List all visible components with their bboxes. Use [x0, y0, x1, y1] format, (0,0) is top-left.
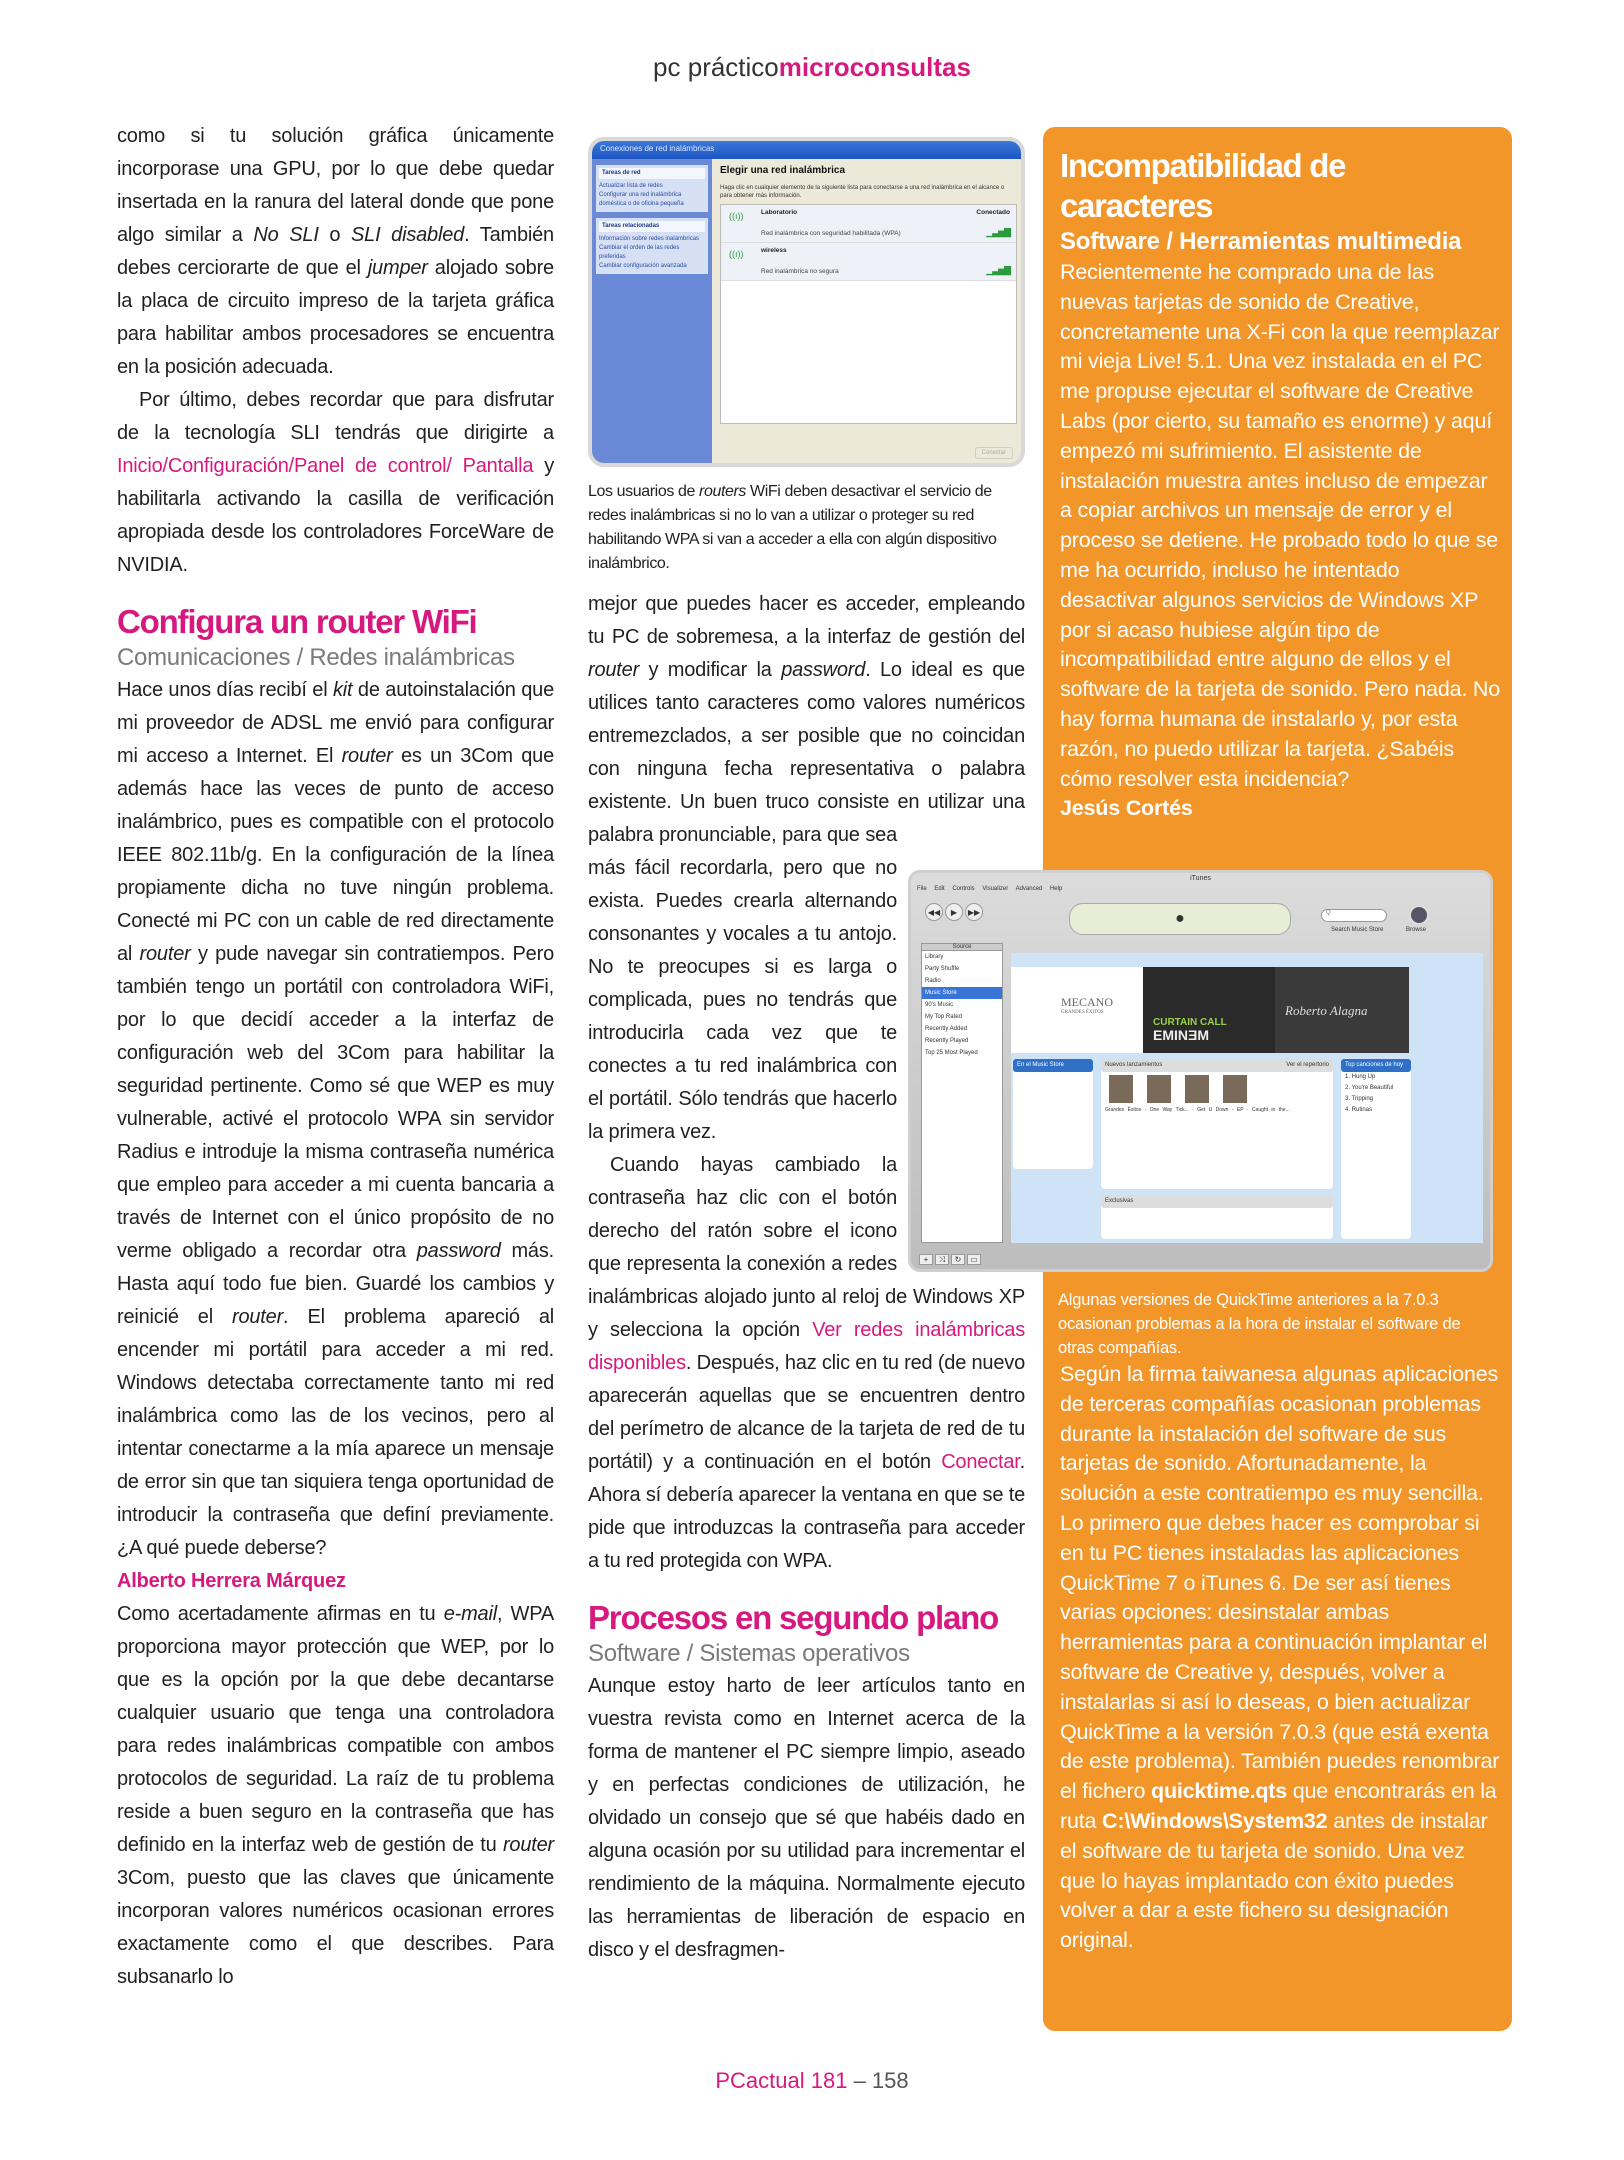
- album-cover[interactable]: [1223, 1075, 1247, 1103]
- related-header: Tareas relacionadas: [599, 221, 705, 232]
- search-label: Search Music Store: [1331, 927, 1384, 933]
- playback-controls: [925, 903, 985, 921]
- album-title: Grandes Éxitos: [1105, 1107, 1142, 1113]
- header-prefix: pc práctico: [653, 52, 779, 82]
- text-run: Según la firma taiwanesa algunas aplicaciones de terceras compañías ocasionan problemas durante la instalación del software de sus tarjetas de sonido. Afortunadamente, la solución a este contratiempo es muy sencilla. Lo primero que debes hacer es comprobar si en tu PC tienes instaladas las aplicaciones QuickTime 7 o iTunes 6. De ser así tienes varias opciones: desinstalar ambas herramientas para a continuación implantar el software de Creative y, después, volver a instalarlas si así lo deseas, o bien actualizar QuickTime a la versión 7.0.3 (que está exenta de este problema). También puedes renombrar el fichero: [1060, 1362, 1500, 1804]
- task-link[interactable]: Actualizar lista de redes: [599, 183, 663, 189]
- text-run: , WPA proporciona mayor protección que WEP, por lo que es la opción por la que debe decantarse cualquier usuario que tenga una controladora para redes inalámbricas compatible con ambos protocolos de seguridad. La raíz de tu problema reside a buen seguro en la contraseña que has definido en la interfaz web de gestión de tu: [117, 1603, 555, 1856]
- album-cover[interactable]: [1185, 1075, 1209, 1103]
- text-run: es un 3Com que además hace las veces de punto de acceso inalámbrico, pues es compatible con el protocolo IEEE 802.11b/g. En la configuración de la línea propiamente dicha no tuve ningún problema. Conecté mi PC con un cable de red directamente al: [117, 745, 554, 965]
- paragraph: [588, 1670, 1025, 1967]
- text-run: . Después, haz clic en tu red (de nuevo aparecerán aquellas que se encuentren dentro del perímetro de alcance de la tarjeta de red de tu portátil) y a continuación en el botón: [588, 1352, 1025, 1473]
- album-title: Get U Down - EP: [1197, 1107, 1244, 1113]
- signal-icon: ▁▃▅▇: [986, 227, 1010, 237]
- text-run: Cuando hayas cambiado la contraseña haz clic con el botón derecho del ratón sobre el icono que representa la conexión a redes inalámbricas alojado junto al reloj de Windows XP y selecciona la opción: [588, 1154, 1025, 1341]
- left-column: [117, 120, 554, 1994]
- text-run: e-mail: [443, 1603, 497, 1625]
- network-item[interactable]: [721, 205, 1016, 243]
- task-link[interactable]: Cambiar el orden de las redes preferidas: [599, 245, 680, 260]
- paragraph: [1060, 1360, 1500, 1956]
- see-all-link[interactable]: Ver el repertorio: [1286, 1062, 1329, 1068]
- source-item[interactable]: Library: [925, 954, 944, 960]
- text-run: Aunque estoy harto de leer artículos tanto en vuestra revista como en Internet acerca de la forma de mantener el PC siempre limpio, aseado y en perfectas condiciones de utilización, he olvidado un consejo que sé que habéis dado en alguna ocasión por su utilidad para incrementar el rendimiento de la máquina. Normalmente ejecuto las herramientas de liberación de espacio en disco y el desfragmen-: [588, 1675, 1025, 1961]
- text-run: y pude navegar sin contratiempos. Pero también tengo un portátil con controladora WiFi, por lo que decidí acceder a la interfaz de configuración web del 3Com para habilitar la seguridad pertinente. Como sé que WEP es muy vulnerable, activé el protocolo WPA sin servidor Radius e introduje la misma contraseña numérica que empleo para acceder a mi cuenta bancaria a través de Internet con el único propósito de no verme obligado a recordar otra: [117, 943, 554, 1262]
- author: Alberto Herrera Márquez: [117, 1570, 346, 1592]
- header-section: microconsultas: [778, 52, 971, 82]
- apple-logo-icon: ●: [1069, 903, 1291, 935]
- text-run: C:\Windows\System32: [1102, 1808, 1328, 1833]
- text-run: . Lo ideal es que utilices tanto caracteres como valores numéricos entremezclados, a ser posible que no coincidan con ninguna fecha representativa o palabra existente. Un buen truco consiste en utilizar una palabra pronunciable, para que sea más fácil recordarla, pero que no exista. Puedes crearla alternando consonantes y vocales a tu antojo. No te preocupes si es larga o complicada, pues no tendrás que introducirla cada vez que te conectes a tu red inalámbrica con el portátil. Sólo tendrás que hacerlo la primera vez.: [588, 659, 1025, 1143]
- previous-icon[interactable]: ◀◀: [925, 903, 943, 921]
- dialog-heading: Elegir una red inalámbrica: [720, 165, 846, 176]
- text-run: más. Hasta aquí todo fue bien. Guardé los cambios y reinicié el: [117, 1240, 554, 1328]
- search-input[interactable]: Q: [1321, 909, 1387, 922]
- text-run: 3Com, puesto que las claves que únicamente incorporan valores numéricos ocasionan errores exactamente como el que describes. Para subsanarlo lo: [117, 1867, 554, 1988]
- box-title: Incompatibilidad de caracteres: [1060, 147, 1346, 224]
- section-title: Procesos en segundo plano: [588, 1599, 999, 1636]
- author: Jesús Cortés: [1060, 796, 1193, 821]
- banner-mecano[interactable]: [1011, 967, 1143, 1053]
- text-run: Hace unos días recibí el: [117, 679, 333, 701]
- caption-text: [588, 480, 1025, 576]
- highlighted-text: Conectar: [941, 1451, 1020, 1473]
- figure-caption: [588, 480, 1025, 576]
- text-run: jumper: [367, 257, 428, 279]
- store-menu: [1013, 1059, 1093, 1169]
- task-link[interactable]: Información sobre redes inalámbricas: [599, 236, 700, 242]
- connect-button[interactable]: Conectar: [975, 447, 1013, 459]
- source-item[interactable]: 90's Music: [925, 1002, 954, 1008]
- text-run: . También debes cerciorarte de que el: [117, 224, 554, 279]
- song-item[interactable]: 3. Tripping: [1345, 1096, 1374, 1102]
- highlighted-text: Ver redes inalámbricas disponibles: [588, 1319, 1025, 1374]
- text-run: y habilitarla activando la casilla de verificación apropiada desde los controladores ForceWare de NVIDIA.: [117, 455, 554, 576]
- signal-icon: ▁▃▅▇: [986, 265, 1010, 275]
- window-title: Conexiones de red inalámbricas: [592, 141, 1021, 159]
- new-releases: Nuevos lanzamientos Ver el repertorio Grandes Éxitos · One Way Tick... · Get U Down - EP · Caught in the...: [1101, 1059, 1333, 1189]
- section-subtitle: Software / Sistemas operativos: [588, 1640, 910, 1667]
- exclusives: [1101, 1195, 1333, 1239]
- text-run: que encontrarás en la ruta: [1060, 1779, 1497, 1833]
- banner-subtext: CURTAIN CALL: [1153, 1017, 1227, 1028]
- text-run: mejor que puedes hacer es acceder, empleando tu PC de sobremesa, a la interfaz de gestión del: [588, 593, 1025, 648]
- panel-header: Nuevos lanzamientos: [1105, 1062, 1163, 1068]
- text-run: No SLI: [253, 224, 319, 246]
- album-title: Caught in the...: [1251, 1107, 1290, 1113]
- source-item[interactable]: Recently Played: [925, 1038, 969, 1044]
- text-run: como si tu solución gráfica únicamente incorporase una GPU, por lo que debe quedar insertada en la ranura del lateral donde que pone algo similar a: [117, 125, 554, 246]
- text-run: SLI disabled: [351, 224, 465, 246]
- text-run: Como acertadamente afirmas en tu: [117, 1603, 444, 1625]
- source-header: Source: [922, 944, 1002, 951]
- magazine-issue: PCactual 181: [715, 2068, 848, 2093]
- itunes-caption: Algunas versiones de QuickTime anteriores a la 7.0.3 ocasionan problemas a la hora de instalar el software de otras compañías.: [1058, 1291, 1461, 1357]
- network-list: [720, 204, 1017, 424]
- middle-column: [588, 588, 1025, 1967]
- paragraph: [117, 384, 554, 582]
- text-run: Los usuarios de: [588, 483, 700, 500]
- text-run: router: [341, 745, 393, 767]
- text-run: password: [781, 659, 866, 681]
- text-run: password: [416, 1240, 501, 1262]
- wifi-networks-screenshot: [588, 137, 1025, 467]
- banner-eminem[interactable]: [1143, 967, 1275, 1053]
- source-item[interactable]: My Top Rated: [925, 1014, 962, 1020]
- section-subtitle: Comunicaciones / Redes inalámbricas: [117, 644, 515, 671]
- bottom-toolbar: [919, 1254, 983, 1265]
- browse-icon[interactable]: [1409, 905, 1429, 925]
- banner-text: EMINƎM: [1153, 1027, 1209, 1043]
- network-item[interactable]: [721, 243, 1016, 281]
- text-run: y modificar la: [639, 659, 782, 681]
- paragraph: [117, 120, 554, 384]
- network-security: Red inalámbrica con seguridad habilitada (WPA): [761, 230, 901, 237]
- album-cover[interactable]: [1147, 1075, 1171, 1103]
- banner-alagna[interactable]: Roberto Alagna: [1275, 967, 1409, 1053]
- text-run: o: [318, 224, 352, 246]
- paragraph: [117, 1598, 554, 1994]
- tasks-header: Tareas de red: [599, 168, 705, 179]
- paragraph: [117, 674, 554, 1565]
- text-run: kit: [332, 679, 353, 701]
- box-question: [1060, 146, 1500, 824]
- task-pane: [592, 159, 712, 463]
- source-item[interactable]: Music Store: [922, 987, 1002, 999]
- panel-header: Exclusivas: [1101, 1195, 1333, 1208]
- page-number: – 158: [847, 2068, 909, 2093]
- song-item[interactable]: 2. You're Beautiful: [1345, 1085, 1394, 1091]
- network-name: wireless: [761, 247, 787, 254]
- itunes-screenshot: [908, 870, 1493, 1272]
- box-answer: [1060, 1360, 1500, 1956]
- browse-label: Browse: [1406, 927, 1427, 933]
- text-run: alojado sobre la placa de circuito impreso de la tarjeta gráfica para habilitar ambos procesadores se encuentra en la posición adecuada.: [117, 257, 554, 378]
- text-run: antes de instalar el software de tu tarjeta de sonido. Una vez que lo hayas implantado con éxito puedes volver a dar a este fichero su designación original.: [1060, 1808, 1488, 1953]
- text-run: routers: [699, 483, 747, 500]
- music-store: [1011, 953, 1483, 1243]
- song-item[interactable]: 4. Rutinas: [1345, 1107, 1373, 1113]
- window-title: iTunes: [1190, 875, 1211, 882]
- text-run: de autoinstalación que mi proveedor de ADSL me envió para configurar mi acceso a Internet. El: [117, 679, 554, 767]
- repeat-icon[interactable]: ↻: [951, 1254, 965, 1265]
- text-run: . El problema apareció al encender mi portátil para acceder a mi red. Windows detectaba correctamente tanto mi red inalámbrica como las de los vecinos, pero al intentar conectarme a la mía aparece un mensaje de error sin que tan siquiera tenga oportunidad de introducir la contraseña que definí previamente. ¿A qué puede deberse?: [117, 1306, 554, 1559]
- text-run: router: [502, 1834, 554, 1856]
- network-status: Conectado: [976, 209, 1010, 216]
- dialog-description: Haga clic en cualquier elemento de la siguiente lista para conectarse a una red inalámbrica en el alcance o para obtener más información.: [720, 185, 1005, 199]
- shuffle-icon[interactable]: ⤨: [935, 1254, 949, 1265]
- text-run: router: [139, 943, 191, 965]
- add-icon[interactable]: +: [919, 1254, 933, 1265]
- text-run: router: [588, 659, 640, 681]
- source-item[interactable]: Radio: [925, 978, 941, 984]
- network-security: Red inalámbrica no segura: [761, 268, 839, 275]
- source-item[interactable]: Party Shuffle: [925, 966, 960, 972]
- panel-header: Top canciones de hoy: [1341, 1059, 1411, 1072]
- paragraph: [1060, 258, 1500, 794]
- source-list: [921, 943, 1003, 1243]
- text-run: WiFi deben desactivar el servicio de redes inalámbricas si no lo van a utilizar o proteger su red habilitando WPA si van a acceder a ella con algún dispositivo inalámbrico.: [588, 483, 997, 572]
- task-link[interactable]: Cambiar configuración avanzada: [599, 263, 687, 269]
- text-run: . Ahora sí debería aparecer la ventana en que se te pide que introduzcas la contraseña para acceder a tu red protegida con WPA.: [588, 1451, 1025, 1572]
- song-item[interactable]: 1. Hung Up: [1345, 1074, 1376, 1080]
- running-header: [0, 52, 1624, 83]
- text-run: router: [232, 1306, 284, 1328]
- text-run: Por último, debes recordar que para disfrutar de la tecnología SLI tendrás que dirigirte a: [117, 389, 554, 444]
- top-songs: [1341, 1059, 1411, 1239]
- menu-bar[interactable]: File Edit Controls Visualizer Advanced Help: [917, 886, 1063, 892]
- network-name: Laboratorio: [761, 209, 798, 216]
- page-footer: [0, 2068, 1624, 2094]
- artwork-icon[interactable]: ▭: [967, 1254, 981, 1265]
- section-title: Configura un router WiFi: [117, 603, 477, 640]
- task-link[interactable]: Configurar una red inalámbrica doméstica o de oficina pequeña: [599, 192, 684, 207]
- album-title: One Way Tick...: [1149, 1107, 1189, 1113]
- text-run: Recientemente he comprado una de las nuevas tarjetas de sonido de Creative, concretamente una X-Fi con la que reemplazar mi vieja Live! 5.1. Una vez instalada en el PC me propuse ejecutar el software de Creative Labs (por cierto, su tamaño es enorme) y aquí empezó mi sufrimiento. El asistente de instalación muestra antes incluso de empezar a copiar archivos un mensaje de error y el proceso se detiene. He probado todo lo que se me ha ocurrido, incluso he intentado desactivar algunos servicios de Windows XP por si acaso hubiese algún tipo de incompatibilidad entre alguno de ellos y el software de la tarjeta de sonido. Pero nada. No hay forma humana de instalarlo y, por esta razón, no puedo utilizar la tarjeta. ¿Sabéis cómo resolver esta incidencia?: [1060, 260, 1500, 791]
- banner-text: MECANO: [1061, 995, 1114, 1009]
- box-subtitle: Software / Herramientas multimedia: [1060, 228, 1462, 255]
- antenna-icon: ((ı)): [729, 211, 744, 221]
- album-cover[interactable]: [1109, 1075, 1133, 1103]
- next-icon[interactable]: ▶▶: [965, 903, 983, 921]
- banner-subtext: GRANDES ÉXITOS: [1061, 1010, 1104, 1015]
- source-item[interactable]: Top 25 Most Played: [925, 1050, 978, 1056]
- highlighted-text: Inicio/Configuración/Panel de control/ Pantalla: [117, 455, 534, 477]
- source-item[interactable]: Recently Added: [925, 1026, 968, 1032]
- play-icon[interactable]: ▶: [945, 903, 963, 921]
- text-run: quicktime.qts: [1151, 1779, 1288, 1804]
- antenna-icon: ((ı)): [729, 249, 744, 259]
- panel-header: En el Music Store: [1013, 1059, 1093, 1072]
